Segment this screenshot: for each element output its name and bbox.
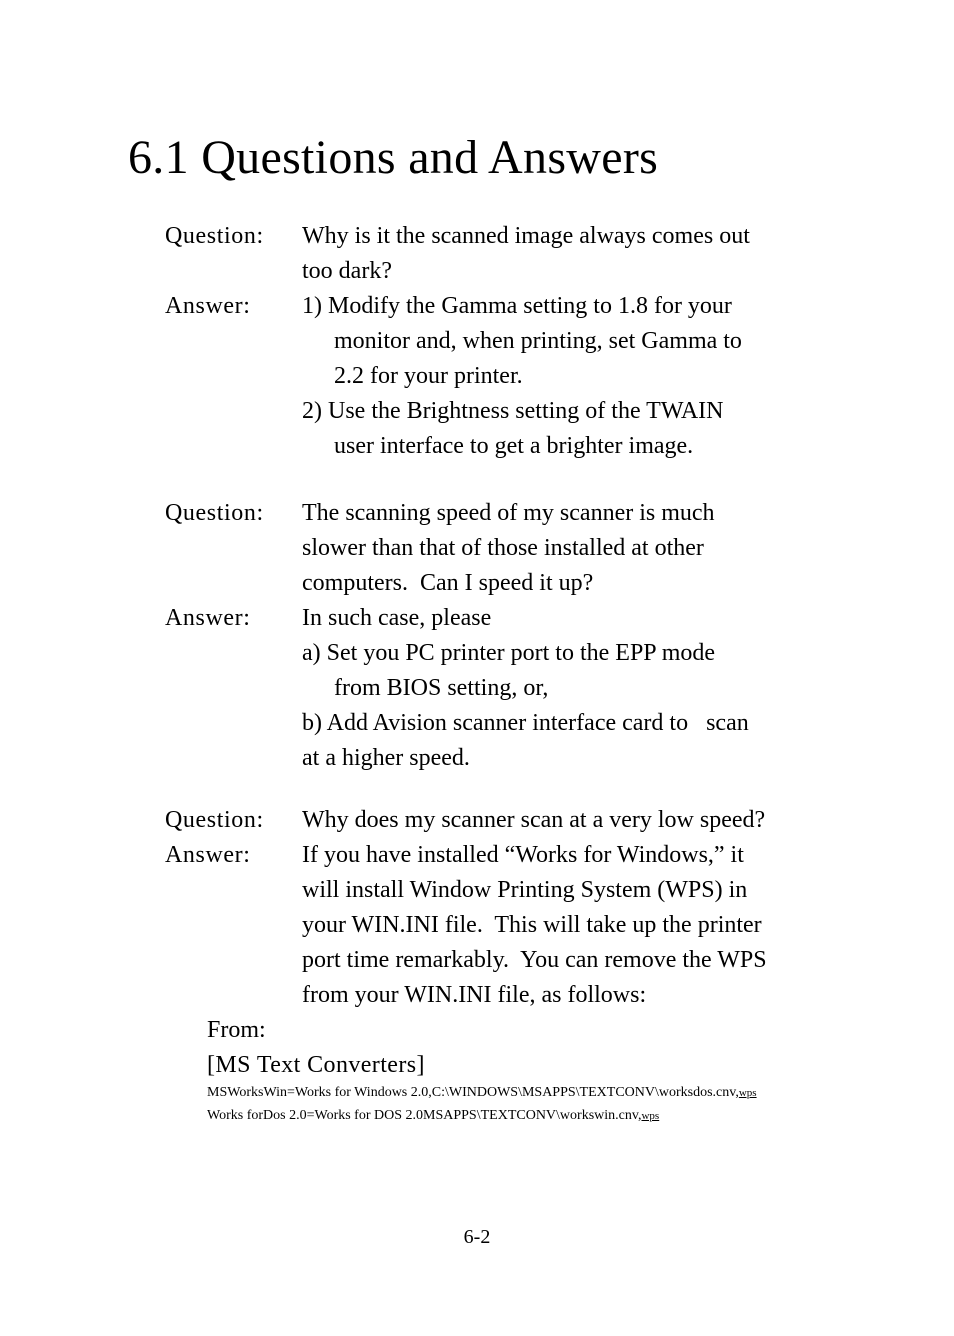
- answer-1-line-2: monitor and, when printing, set Gamma to: [334, 328, 742, 354]
- ini-line-1-ext: wps: [738, 1087, 757, 1099]
- question-label-2: Question:: [165, 500, 264, 526]
- question-label-1: Question:: [165, 223, 264, 249]
- page-number: 6-2: [463, 1226, 491, 1248]
- ini-line-2-text: Works forDos 2.0=Works for DOS 2.0MSAPPS\TEXTCONV\workswin.cnv,: [207, 1108, 642, 1123]
- question-3-line-1: Why does my scanner scan at a very low speed?: [302, 807, 766, 833]
- answer-1-line-1: 1) Modify the Gamma setting to 1.8 for your: [302, 293, 732, 319]
- question-2-line-1: The scanning speed of my scanner is much: [302, 500, 715, 526]
- answer-1-line-5: user interface to get a brighter image.: [334, 433, 694, 459]
- answer-2-line-3: from BIOS setting, or,: [334, 675, 549, 701]
- question-2-line-3: computers. Can I speed it up?: [302, 570, 594, 596]
- answer-3-line-2: will install Window Printing System (WPS) in: [302, 877, 748, 903]
- answer-3-line-1: If you have installed “Works for Windows,” it: [302, 842, 744, 868]
- ini-line-1-text: MSWorksWin=Works for Windows 2.0,C:\WINDOWS\MSAPPS\TEXTCONV\worksdos.cnv,: [207, 1085, 739, 1100]
- answer-2-line-4: b) Add Avision scanner interface card to scan: [302, 710, 749, 736]
- answer-2-line-2: a) Set you PC printer port to the EPP mode: [302, 640, 716, 666]
- answer-label-3: Answer:: [165, 842, 251, 868]
- question-1-line-2: too dark?: [302, 258, 392, 284]
- answer-3-line-3: your WIN.INI file. This will take up the printer: [302, 912, 762, 938]
- ini-line-2-ext: wps: [641, 1110, 660, 1122]
- answer-3-line-5: from your WIN.INI file, as follows:: [302, 982, 647, 1008]
- answer-3-line-4: port time remarkably. You can remove the WPS: [302, 947, 767, 973]
- ini-line-2: [207, 1106, 659, 1126]
- question-1-line-1: Why is it the scanned image always comes out: [302, 223, 750, 249]
- answer-2-line-1: In such case, please: [302, 605, 492, 631]
- ini-section-header: [MS Text Converters]: [207, 1052, 425, 1078]
- answer-label-1: Answer:: [165, 293, 251, 319]
- answer-2-line-5: at a higher speed.: [302, 745, 470, 771]
- answer-1-line-4: 2) Use the Brightness setting of the TWAIN: [302, 398, 724, 424]
- section-heading: 6.1 Questions and Answers: [128, 131, 659, 184]
- from-label: From:: [207, 1017, 266, 1043]
- answer-label-2: Answer:: [165, 605, 251, 631]
- question-label-3: Question:: [165, 807, 264, 833]
- answer-1-line-3: 2.2 for your printer.: [334, 363, 523, 389]
- question-2-line-2: slower than that of those installed at other: [302, 535, 704, 561]
- ini-line-1: [207, 1083, 757, 1103]
